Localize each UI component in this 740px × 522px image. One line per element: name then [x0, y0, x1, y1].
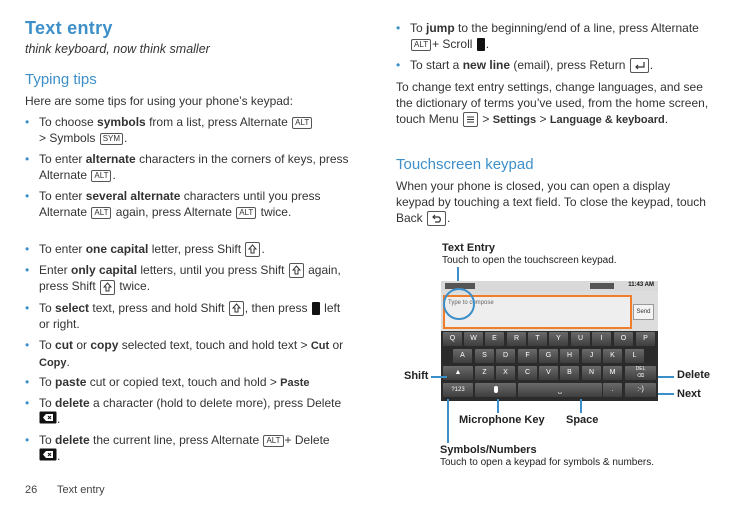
scroll-key-icon: [477, 38, 485, 51]
typing-tips-heading: Typing tips: [25, 71, 97, 88]
menu-key-icon: [463, 112, 478, 127]
delete-key-icon: [39, 411, 57, 428]
tip-jump: • To jump to the beginning/end of a line, press Alternate ALT + Scroll .: [396, 21, 699, 51]
alt-key-icon: ALT: [91, 207, 111, 219]
key-h[interactable]: H: [560, 349, 579, 363]
key-a[interactable]: A: [453, 349, 472, 363]
key-s[interactable]: S: [475, 349, 494, 363]
keyboard-row-4: [441, 382, 658, 398]
key-c[interactable]: C: [518, 366, 537, 380]
return-key-icon: [630, 58, 649, 73]
shift-key-icon: [245, 242, 260, 257]
tip-alternate: • To enter alternate characters in the corners of keys, press Alternate ALT .: [25, 152, 349, 182]
footer-section: Text entry: [57, 484, 105, 496]
key-f[interactable]: F: [518, 349, 537, 363]
key-v[interactable]: V: [539, 366, 558, 380]
key-l[interactable]: L: [625, 349, 644, 363]
symbols-numbers-desc: Touch to open a keypad for symbols & numbers.: [440, 457, 655, 468]
key-w[interactable]: W: [464, 332, 483, 346]
key-q[interactable]: Q: [443, 332, 462, 346]
key-symbols[interactable]: ?123: [443, 383, 473, 397]
page-subtitle: think keyboard, now think smaller: [25, 42, 210, 56]
alt-key-icon: ALT: [263, 435, 283, 447]
touchscreen-heading: Touchscreen keypad: [396, 156, 534, 173]
space-bar-icon: ⎵: [558, 385, 562, 394]
microphone-icon: [494, 386, 498, 393]
tip-only-capital: • Enter only capital letters, until you press Shift again, press Shift twice.: [25, 263, 341, 294]
key-r[interactable]: R: [507, 332, 526, 346]
key-shift[interactable]: [443, 366, 473, 380]
key-period[interactable]: .: [603, 383, 622, 397]
shift-key-icon: [100, 280, 115, 295]
tip-symbols: • To choose symbols from a list, press Alternate ALT > Symbols SYM .: [39, 114, 349, 146]
key-t[interactable]: T: [528, 332, 547, 346]
page-number: 26: [25, 484, 38, 496]
key-e[interactable]: E: [485, 332, 504, 346]
key-n[interactable]: N: [582, 366, 601, 380]
key-o[interactable]: O: [614, 332, 633, 346]
page-title: Text entry: [25, 18, 113, 38]
typing-tips-intro: Here are some tips for using your phone’s keypad:: [25, 94, 293, 108]
key-b[interactable]: B: [560, 366, 579, 380]
key-delete[interactable]: DEL ⌫: [625, 366, 656, 380]
key-space[interactable]: [518, 383, 602, 397]
alt-key-icon: ALT: [236, 207, 256, 219]
key-y[interactable]: Y: [549, 332, 568, 346]
send-button[interactable]: Send: [633, 304, 654, 320]
sym-key-icon: SYM: [100, 133, 123, 145]
shift-key-icon: [289, 263, 304, 278]
status-bar: [441, 281, 658, 291]
text-entry-label: Text Entry: [442, 242, 495, 254]
key-m[interactable]: M: [603, 366, 622, 380]
key-g[interactable]: G: [539, 349, 558, 363]
tip-paste: • To paste cut or copied text, touch and hold > Paste: [25, 375, 310, 389]
keyboard-row-3: [441, 365, 658, 381]
tip-delete-char: • To delete a character (hold to delete more), press Delete .: [39, 395, 349, 428]
symbols-numbers-label: Symbols/Numbers: [440, 444, 537, 456]
key-x[interactable]: X: [496, 366, 515, 380]
signal-icons: [590, 283, 614, 289]
text-entry-highlight-circle: [443, 288, 475, 320]
touchscreen-paragraph: When your phone is closed, you can open a display keypad by touching a text field. To close the keypad, touch Back .: [396, 179, 706, 225]
tip-delete-line: • To delete the current line, press Alternate ALT + Delete .: [39, 432, 349, 465]
key-k[interactable]: K: [603, 349, 622, 363]
key-z[interactable]: Z: [475, 366, 494, 380]
key-p[interactable]: P: [636, 332, 655, 346]
shift-label: Shift: [404, 370, 429, 382]
delete-label: Delete: [677, 369, 711, 381]
settings-paragraph: To change text entry settings, change languages, and see the dictionary of terms you’ve used, from the home screen, touch Menu > Settings > Language & keyboard.: [396, 80, 709, 126]
tip-several-alternate: • To enter several alternate characters until you press Alternate ALT again, press Alternate ALT twice.: [25, 189, 321, 219]
back-key-icon: [427, 211, 446, 226]
shift-icon: ▲: [454, 369, 462, 376]
keyboard-row-1: [441, 331, 658, 347]
alt-key-icon: ALT: [292, 117, 312, 129]
microphone-key-label: Microphone Key: [459, 414, 545, 426]
text-entry-desc: Touch to open the touchscreen keypad.: [442, 255, 617, 266]
tip-cut-copy: • To cut or copy selected text, touch and hold text > Cut or Copy.: [25, 338, 344, 369]
space-label: Space: [566, 414, 599, 426]
scroll-key-icon: [312, 302, 320, 315]
key-microphone[interactable]: [475, 383, 516, 397]
next-label: Next: [677, 388, 701, 400]
key-d[interactable]: D: [496, 349, 515, 363]
alt-key-icon: ALT: [411, 39, 431, 51]
phone-time: 11:43 AM: [628, 282, 654, 288]
key-u[interactable]: U: [571, 332, 590, 346]
tip-one-capital: • To enter one capital letter, press Shift .: [25, 242, 265, 256]
shift-key-icon: [229, 301, 244, 316]
backspace-icon: ⌫: [636, 373, 645, 379]
key-j[interactable]: J: [582, 349, 601, 363]
keyboard-row-2: [441, 348, 658, 364]
compose-placeholder: Type to compose: [448, 300, 494, 306]
key-smiley[interactable]: :-): [625, 383, 656, 397]
key-i[interactable]: I: [592, 332, 611, 346]
delete-key-icon: [39, 448, 57, 465]
tip-new-line: • To start a new line (email), press Return .: [396, 58, 654, 72]
tip-select: • To select text, press and hold Shift , then press left or right.: [25, 301, 341, 332]
alt-key-icon: ALT: [91, 170, 111, 182]
